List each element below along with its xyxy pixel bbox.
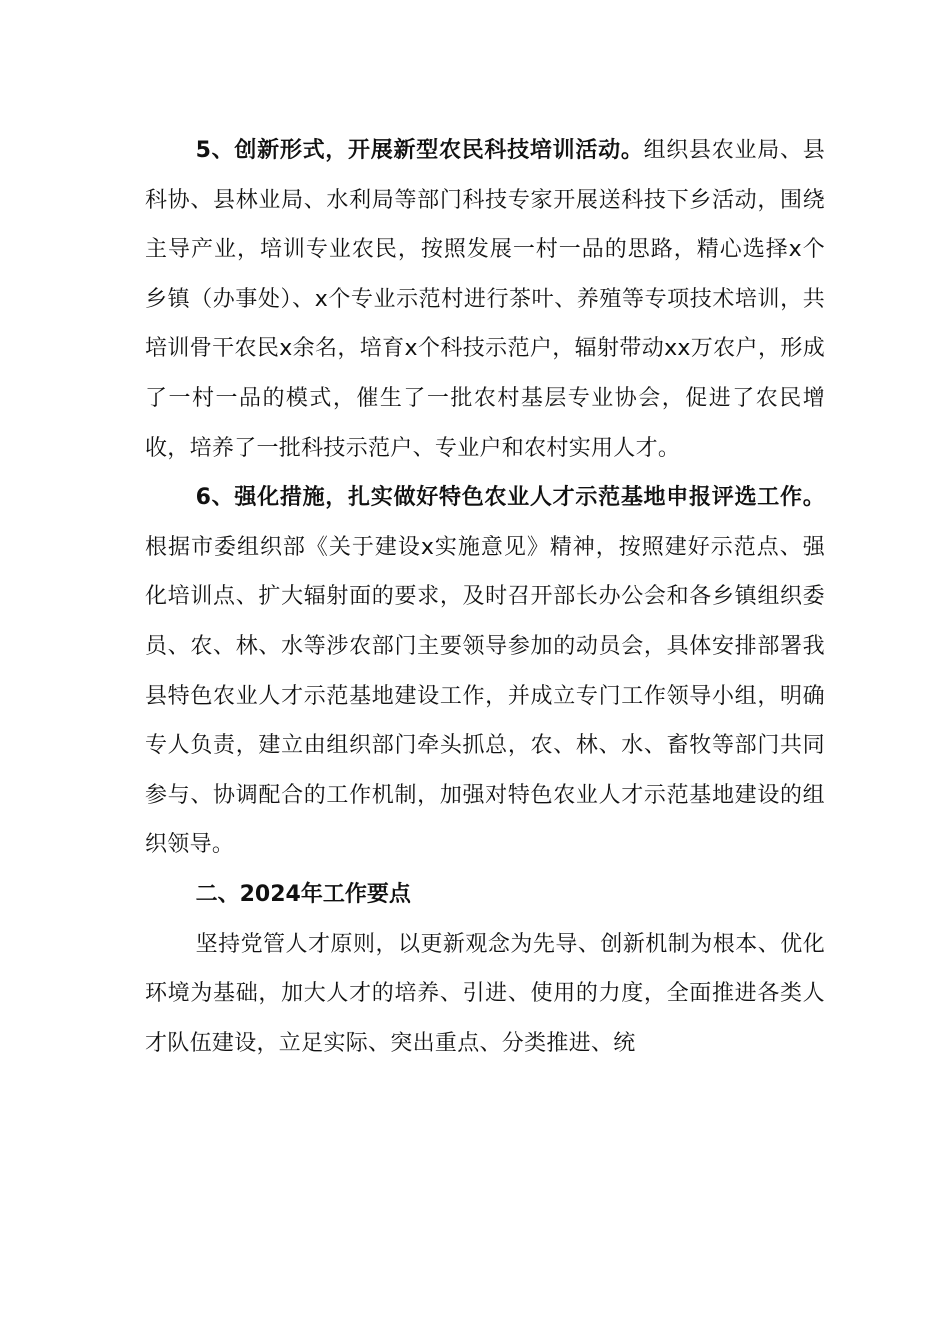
paragraph-5-body: 组织县农业局、县科协、县林业局、水利局等部门科技专家开展送科技下乡活动，围绕主导产业，培训专业农民，按照发展一村一品的思路，精心选择x个乡镇（办事处）、x个专业示范村进行茶叶、养殖等专项技术培训，共培训骨干农民x余名，培育x个科技示范户，辐射带动xx万农户，形成了一村一品的模式，催生了一批农村基层专业协会，促进了农民增收，培养了一批科技示范户、专业户和农村实用人才。 bbox=[145, 138, 825, 461]
paragraph-6-body: 根据市委组织部《关于建设x实施意见》精神，按照建好示范点、强化培训点、扩大辐射面的要求，及时召开部长办公会和各乡镇组织委员、农、林、水等涉农部门主要领导参加的动员会，具体安排部署我县特色农业人才示范基地建设工作，并成立专门工作领导小组，明确专人负责，建立由组织部门牵头抓总，农、林、水、畜牧等部门共同参与、协调配合的工作机制，加强对特色农业人才示范基地建设的组织领导。 bbox=[145, 534, 825, 858]
document-body bbox=[145, 126, 825, 1068]
paragraph-6 bbox=[145, 473, 825, 870]
paragraph-6-lead: 6、强化措施，扎实做好特色农业人才示范基地申报评选工作。 bbox=[195, 485, 825, 511]
section-heading: 二、2024年工作要点 bbox=[195, 881, 411, 907]
paragraph-5-lead: 5、创新形式，开展新型农民科技培训活动。 bbox=[195, 138, 644, 163]
paragraph-5 bbox=[145, 126, 825, 473]
final-paragraph: 坚持党管人才原则，以更新观念为先导、创新机制为根本、优化环境为基础，加大人才的培养、引进、使用的力度，全面推进各类人才队伍建设，立足实际、突出重点、分类推进、统 bbox=[145, 931, 825, 1056]
